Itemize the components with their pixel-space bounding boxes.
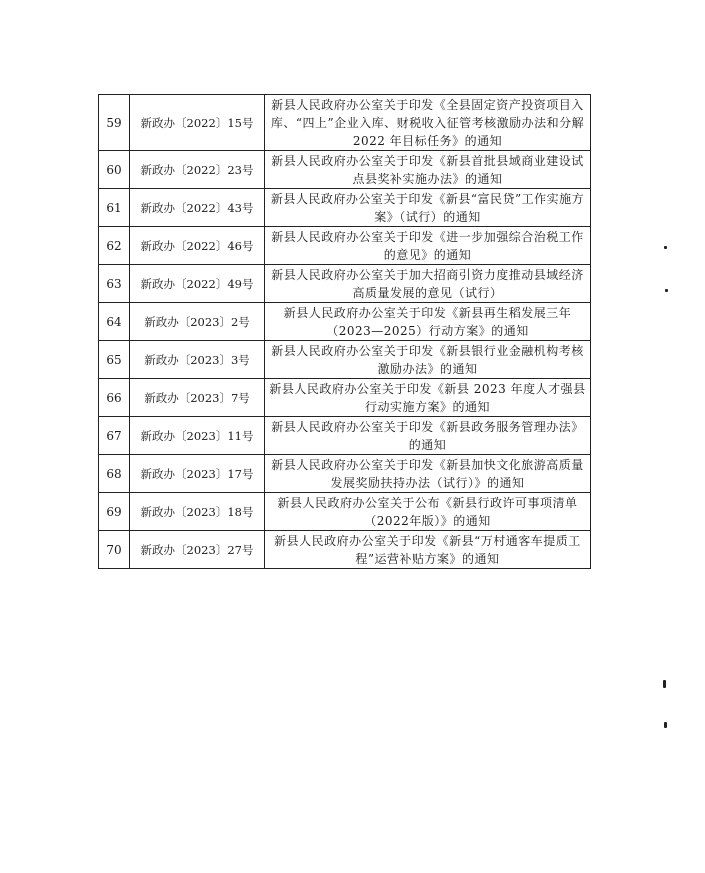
table-row xyxy=(99,341,591,379)
row-number: 65 xyxy=(99,341,130,379)
row-number: 70 xyxy=(99,531,130,569)
document-number: 新政办〔2023〕27号 xyxy=(130,531,265,569)
row-number: 64 xyxy=(99,303,130,341)
table-row xyxy=(99,227,591,265)
table-row xyxy=(99,265,591,303)
document-number: 新政办〔2023〕7号 xyxy=(130,379,265,417)
table-row xyxy=(99,455,591,493)
table-row xyxy=(99,417,591,455)
row-number: 68 xyxy=(99,455,130,493)
table-row xyxy=(99,493,591,531)
document-title: 新县人民政府办公室关于印发《新县首批县域商业建设试点县奖补实施办法》的通知 xyxy=(265,151,591,189)
row-number: 59 xyxy=(99,95,130,151)
row-number: 66 xyxy=(99,379,130,417)
table-row xyxy=(99,189,591,227)
document-number: 新政办〔2022〕49号 xyxy=(130,265,265,303)
document-number: 新政办〔2023〕3号 xyxy=(130,341,265,379)
document-number: 新政办〔2022〕43号 xyxy=(130,189,265,227)
document-title: 新县人民政府办公室关于印发《新县加快文化旅游高质量发展奖励扶持办法（试行）》的通知 xyxy=(265,455,591,493)
row-number: 61 xyxy=(99,189,130,227)
document-number: 新政办〔2023〕2号 xyxy=(130,303,265,341)
document-title: 新县人民政府办公室关于印发《新县再生稻发展三年（2023—2025）行动方案》的通知 xyxy=(265,303,591,341)
table-row xyxy=(99,303,591,341)
row-number: 62 xyxy=(99,227,130,265)
row-number: 63 xyxy=(99,265,130,303)
table-row xyxy=(99,531,591,569)
document-title: 新县人民政府办公室关于印发《进一步加强综合治税工作的意见》的通知 xyxy=(265,227,591,265)
table-row xyxy=(99,151,591,189)
scan-mark xyxy=(664,722,667,728)
document-number: 新政办〔2022〕15号 xyxy=(130,95,265,151)
document-title: 新县人民政府办公室关于印发《新县 2023 年度人才强县行动实施方案》的通知 xyxy=(265,379,591,417)
document-title: 新县人民政府办公室关于印发《新县政务服务管理办法》的通知 xyxy=(265,417,591,455)
row-number: 60 xyxy=(99,151,130,189)
scan-mark xyxy=(664,246,667,249)
document-title: 新县人民政府办公室关于印发《全县固定资产投资项目入库、“四上”企业入库、财税收入征管考核激励办法和分解 2022 年目标任务》的通知 xyxy=(265,95,591,151)
row-number: 69 xyxy=(99,493,130,531)
document-title: 新县人民政府办公室关于印发《新县“万村通客车提质工程”运营补贴方案》的通知 xyxy=(265,531,591,569)
document-title: 新县人民政府办公室关于印发《新县银行业金融机构考核激励办法》的通知 xyxy=(265,341,591,379)
document-table xyxy=(98,94,591,569)
document-number: 新政办〔2023〕18号 xyxy=(130,493,265,531)
document-number: 新政办〔2022〕46号 xyxy=(130,227,265,265)
row-number: 67 xyxy=(99,417,130,455)
document-title: 新县人民政府办公室关于加大招商引资力度推动县域经济高质量发展的意见（试行） xyxy=(265,265,591,303)
document-title: 新县人民政府办公室关于印发《新县“富民贷”工作实施方案》（试行）的通知 xyxy=(265,189,591,227)
document-number: 新政办〔2023〕11号 xyxy=(130,417,265,455)
document-number: 新政办〔2023〕17号 xyxy=(130,455,265,493)
table-row xyxy=(99,379,591,417)
document-number: 新政办〔2022〕23号 xyxy=(130,151,265,189)
table-row xyxy=(99,95,591,151)
scan-mark xyxy=(663,680,666,688)
document-title: 新县人民政府办公室关于公布《新县行政许可事项清单（2022年版）》的通知 xyxy=(265,493,591,531)
scan-mark xyxy=(665,289,668,292)
